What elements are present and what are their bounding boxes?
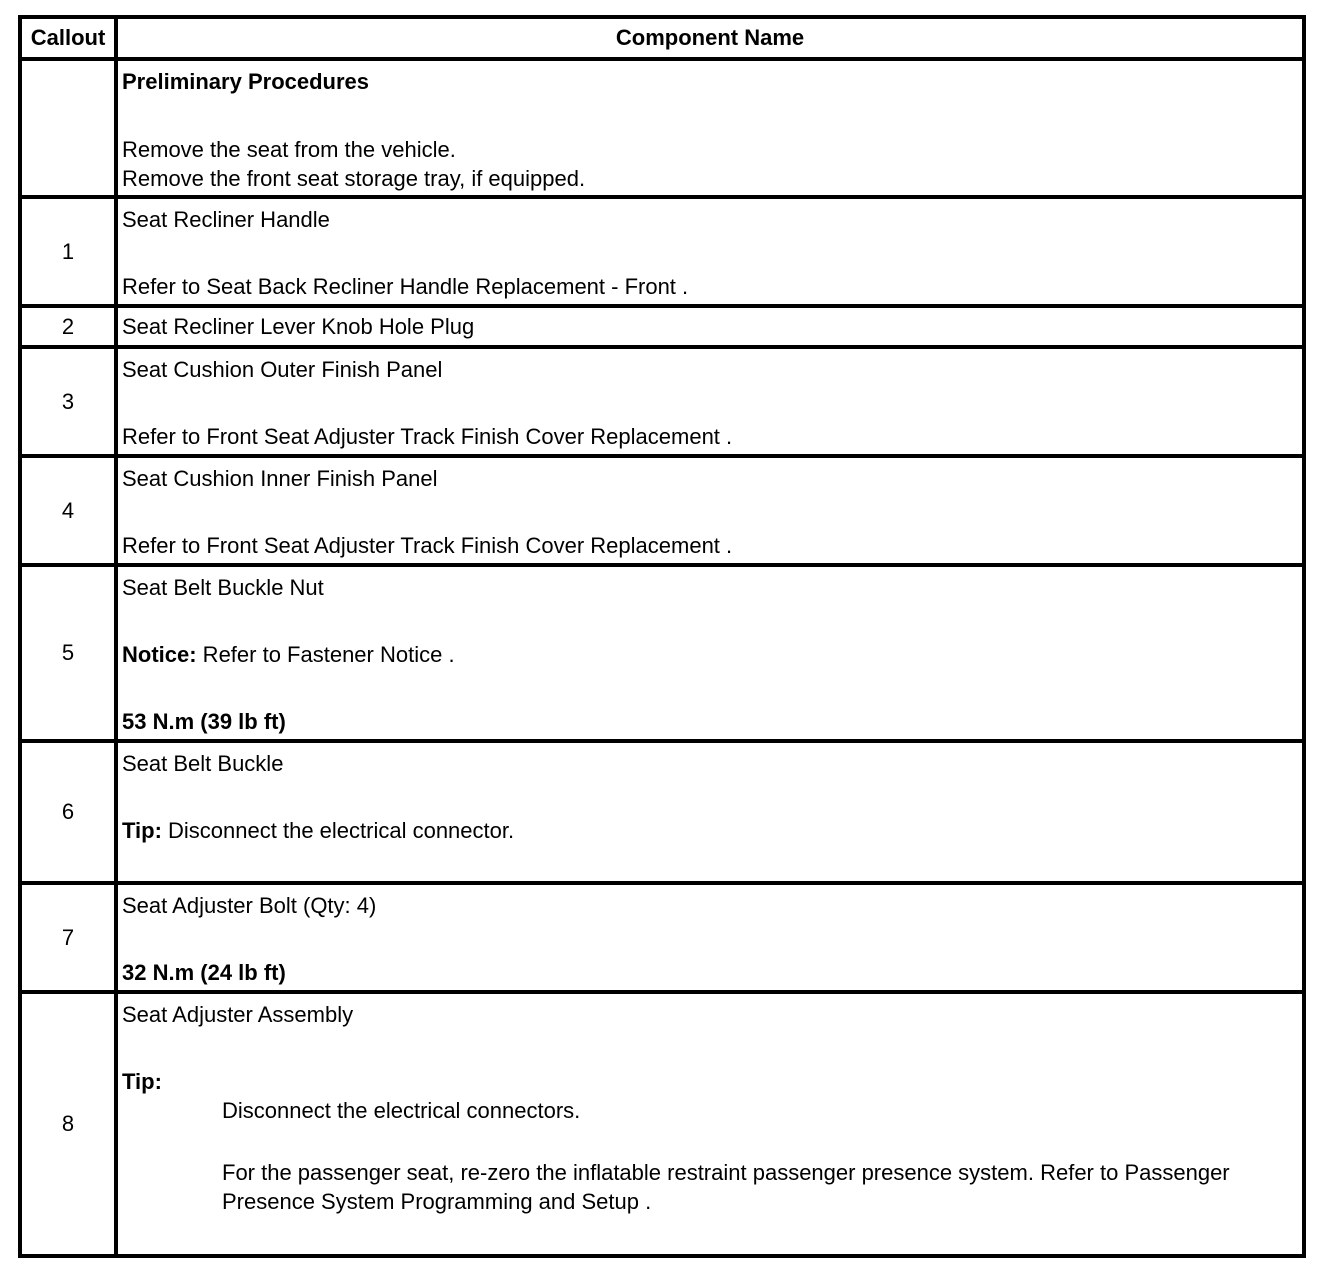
preliminary-callout-cell <box>20 59 116 197</box>
component-cell <box>116 741 1304 883</box>
reference-link[interactable]: Refer to Front Seat Adjuster Track Finish Cover Replacement . <box>122 533 733 558</box>
component-cell <box>116 306 1304 347</box>
tip-text: Disconnect the electrical connector. <box>161 818 515 843</box>
notice-text[interactable]: Refer to Fastener Notice . <box>196 642 455 667</box>
reference-link[interactable]: Refer to Front Seat Adjuster Track Finish Cover Replacement . <box>122 424 733 449</box>
component-name: Seat Belt Buckle <box>122 751 284 776</box>
callout-number: 6 <box>20 741 116 883</box>
component-cell <box>116 565 1304 741</box>
table-row <box>20 741 1304 883</box>
preliminary-cell <box>116 59 1304 197</box>
component-cell <box>116 883 1304 992</box>
tip-line <box>122 816 1294 845</box>
tip-item: Disconnect the electrical connectors. <box>222 1098 581 1123</box>
preliminary-row <box>20 59 1304 197</box>
component-name: Seat Cushion Outer Finish Panel <box>122 357 443 382</box>
table-row <box>20 347 1304 456</box>
component-name: Seat Recliner Handle <box>122 207 330 232</box>
callout-number: 5 <box>20 565 116 741</box>
callout-number: 7 <box>20 883 116 992</box>
table-row <box>20 306 1304 347</box>
reference-link[interactable]: Refer to Seat Back Recliner Handle Replacement - Front . <box>122 274 689 299</box>
torque-spec: 32 N.m (24 lb ft) <box>122 960 286 985</box>
table-row <box>20 992 1304 1256</box>
tip-label: Tip: <box>122 818 162 843</box>
callout-number: 2 <box>20 306 116 347</box>
component-cell <box>116 197 1304 306</box>
tip-item[interactable]: For the passenger seat, re-zero the inflatable restraint passenger presence system. Refer to Passenger Presence System Programming and Setup . <box>222 1160 1230 1214</box>
notice-line <box>122 640 1294 669</box>
tip-label: Tip: <box>122 1069 162 1094</box>
preliminary-step: Remove the seat from the vehicle. <box>122 137 456 162</box>
table-header-row <box>20 17 1304 59</box>
component-cell <box>116 456 1304 565</box>
component-cell <box>116 347 1304 456</box>
table-row <box>20 883 1304 992</box>
table-row <box>20 565 1304 741</box>
callout-header: Callout <box>20 17 116 59</box>
callout-number: 1 <box>20 197 116 306</box>
component-name-header: Component Name <box>116 17 1304 59</box>
callout-number: 8 <box>20 992 116 1256</box>
notice-label: Notice: <box>122 642 197 667</box>
component-cell <box>116 992 1304 1256</box>
preliminary-title: Preliminary Procedures <box>122 69 370 94</box>
component-name: Seat Cushion Inner Finish Panel <box>122 466 438 491</box>
component-name: Seat Recliner Lever Knob Hole Plug <box>122 314 475 339</box>
torque-spec: 53 N.m (39 lb ft) <box>122 709 286 734</box>
callout-number: 4 <box>20 456 116 565</box>
component-name: Seat Belt Buckle Nut <box>122 575 324 600</box>
preliminary-step: Remove the front seat storage tray, if equipped. <box>122 166 586 191</box>
table-row <box>20 197 1304 306</box>
component-name: Seat Adjuster Assembly <box>122 1002 354 1027</box>
callout-number: 3 <box>20 347 116 456</box>
component-table <box>18 15 1306 1258</box>
table-row <box>20 456 1304 565</box>
component-name: Seat Adjuster Bolt (Qty: 4) <box>122 893 377 918</box>
